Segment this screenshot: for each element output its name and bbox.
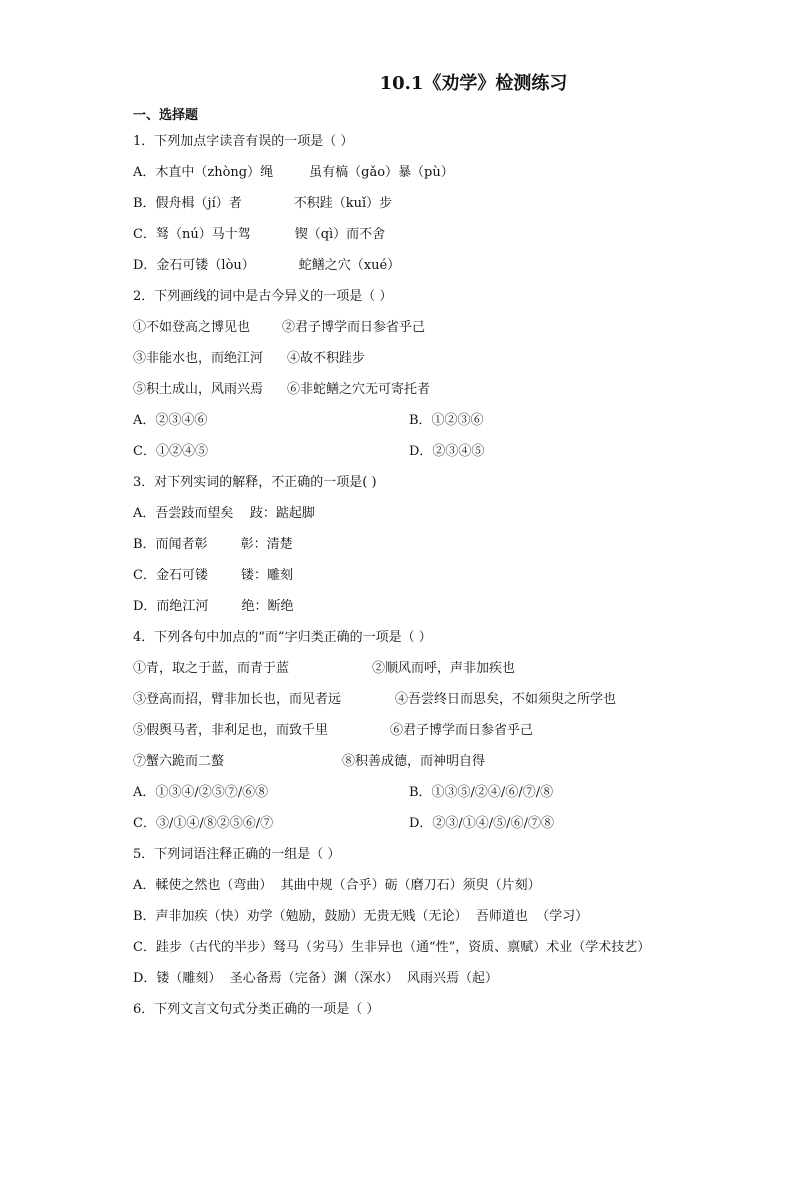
question-1-option-c <box>133 219 734 250</box>
item-text: ②君子博学而日参省乎己 <box>282 320 426 335</box>
question-3-stem: 3．对下列实词的解释，不正确的一项是( ) <box>133 475 377 490</box>
option-text: D．金石可镂（lòu） <box>133 258 255 273</box>
question-5-option-d: D．镂（雕刻） 圣心备焉（完备）渊（深水） 风雨兴焉（起） <box>133 971 498 986</box>
question-2-options-cd <box>133 436 734 467</box>
option-text: B．①②③⑥ <box>409 413 484 428</box>
question-5-option-c: C．跬步（古代的半步）驽马（劣马）生非异也（通“性”，资质、禀赋）术业（学术技艺） <box>133 940 651 955</box>
section-heading: 一、选择题 <box>133 108 199 123</box>
question-4-stem: 4．下列各句中加点的“而”字归类正确的一项是（ ） <box>133 630 432 645</box>
item-text: ⑥君子博学而日参省乎己 <box>390 723 534 738</box>
document-page <box>0 68 794 1191</box>
option-text: 虽有槁（gǎo）暴（pù） <box>309 165 454 180</box>
option-text: D．②③④⑤ <box>409 444 485 459</box>
option-text: C．驽（nú）马十驾 <box>133 227 251 242</box>
question-1-stem: 1．下列加点字读音有误的一项是（ ） <box>133 134 354 149</box>
item-text: ①不如登高之博见也 <box>133 320 251 335</box>
option-text: A．②③④⑥ <box>133 413 208 428</box>
item-text: ⑥非蛇鳝之穴无可寄托者 <box>287 382 431 397</box>
item-text: ③登高而招，臂非加长也，而见者远 <box>133 692 342 707</box>
item-text: ⑤积土成山，风雨兴焉 <box>133 382 264 397</box>
item-text: ④吾尝终日而思矣，不如须臾之所学也 <box>395 692 617 707</box>
page-title: 10.1《劝学》检测练习 <box>379 73 568 94</box>
option-text: 蛇鳝之穴（xué） <box>298 258 401 273</box>
item-text: ⑤假舆马者，非利足也，而致千里 <box>133 723 329 738</box>
option-text: 锲（qì）而不舍 <box>294 227 386 242</box>
question-4-items-row <box>133 746 734 777</box>
question-2-options-ab <box>133 405 734 436</box>
question-3-option-b: B．而闻者彰 彰：清楚 <box>133 537 293 552</box>
item-text: ⑧积善成德，而神明自得 <box>342 754 486 769</box>
question-1-option-a <box>133 157 734 188</box>
question-6-stem: 6．下列文言文句式分类正确的一项是（ ） <box>133 1002 380 1017</box>
question-4-items-row <box>133 684 734 715</box>
question-4-options-cd <box>133 808 734 839</box>
item-text: ④故不积跬步 <box>287 351 366 366</box>
item-text: ③非能水也，而绝江河 <box>133 351 264 366</box>
question-4-options-ab <box>133 777 734 808</box>
question-3-option-d: D．而绝江河 绝：断绝 <box>133 599 294 614</box>
question-1-option-b <box>133 188 734 219</box>
question-4-items-row <box>133 653 734 684</box>
option-text: B．①③⑤/②④/⑥/⑦/⑧ <box>409 785 554 800</box>
question-1-option-d <box>133 250 734 281</box>
item-text: ⑦蟹六跪而二螯 <box>133 754 225 769</box>
question-5-option-a: A．輮使之然也（弯曲） 其曲中规（合乎）砺（磨刀石）须臾（片刻） <box>133 878 541 893</box>
option-text: C．③/①④/⑧②⑤⑥/⑦ <box>133 816 274 831</box>
question-5-option-b: B．声非加疾（快）劝学（勉励，鼓励）无贵无贱（无论） 吾师道也 （学习） <box>133 909 589 924</box>
question-4-items-row <box>133 715 734 746</box>
question-2-items-row <box>133 374 734 405</box>
option-text: A．①③④/②⑤⑦/⑥⑧ <box>133 785 269 800</box>
option-text: A．木直中（zhòng）绳 <box>133 165 274 180</box>
option-text: D．②③/①④/⑤/⑥/⑦⑧ <box>409 816 554 831</box>
question-5-stem: 5．下列词语注释正确的一组是（ ） <box>133 847 341 862</box>
question-2-items-row <box>133 312 734 343</box>
option-text: B．假舟楫（jí）者 <box>133 196 242 211</box>
item-text: ①青，取之于蓝，而青于蓝 <box>133 661 290 676</box>
question-3-option-c: C．金石可镂 镂：雕刻 <box>133 568 294 583</box>
option-text: C．①②④⑤ <box>133 444 208 459</box>
question-2-items-row <box>133 343 734 374</box>
item-text: ②顺风而呼，声非加疾也 <box>372 661 516 676</box>
question-2-stem: 2．下列画线的词中是古今异义的一项是（ ） <box>133 289 393 304</box>
option-text: 不积跬（kuǐ）步 <box>293 196 393 211</box>
question-3-option-a: A．吾尝跂而望矣 跂：踮起脚 <box>133 506 315 521</box>
